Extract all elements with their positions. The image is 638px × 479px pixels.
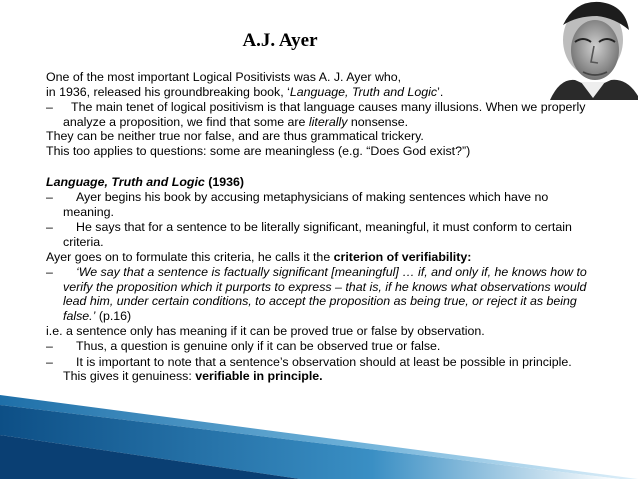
slide-title: A.J. Ayer bbox=[242, 30, 318, 51]
intro-line-2: in 1936, released his groundbreaking book, ‘Language, Truth and Logic’. bbox=[46, 84, 444, 99]
bullet-criteria: – He says that for a sentence to be literally significant, meaningful, it must conform to certain criteria. bbox=[46, 220, 572, 249]
paragraph-formulate: Ayer goes on to formulate this criteria, he calls it the criterion of verifiability: bbox=[46, 249, 472, 264]
bullet-in-principle: – It is important to note that a sentence’s observation should at least be possible in principle. This gives it genuiness: verifiable in principle. bbox=[46, 354, 572, 384]
ayer-quote: ‘We say that a sentence is factually significant [meaningful] … if, and only if, he knows how to verify the proposition which it purports to express – that is, if he knows what observations would lead him, under certain conditions, to accept the proposition as being true, or reject it as being false.’ bbox=[63, 265, 587, 323]
dash-marker: – bbox=[46, 339, 53, 354]
bullet-quote bbox=[46, 265, 591, 323]
paragraph-neither-true: They can be neither true nor false, and are thus grammatical trickery. bbox=[46, 129, 424, 144]
dash-marker: – bbox=[46, 190, 53, 205]
footer-decoration bbox=[0, 395, 638, 479]
intro-line-1: One of the most important Logical Positivists was A. J. Ayer who, bbox=[46, 70, 402, 84]
criterion-term: criterion of verifiability: bbox=[333, 249, 472, 264]
dash-marker: – bbox=[46, 100, 53, 115]
bullet-accusing: – Ayer begins his book by accusing metaphysicians of making sentences which have no meaning. bbox=[46, 190, 549, 219]
dash-marker: – bbox=[46, 265, 53, 280]
bullet-main-tenet: – The main tenet of logical positivism is that language causes many illusions. When we properly analyze a proposition, we find that some are literally nonsense. bbox=[46, 100, 586, 129]
dash-marker: – bbox=[46, 354, 53, 369]
heading-book: Language, Truth and Logic bbox=[46, 174, 205, 189]
section-heading bbox=[46, 175, 591, 190]
paragraph-ie: i.e. a sentence only has meaning if it can be proved true or false by observation. bbox=[46, 323, 485, 338]
emphasis-literally: literally bbox=[308, 114, 348, 129]
verifiable-term: verifiable in principle. bbox=[195, 369, 323, 384]
dash-marker: – bbox=[46, 220, 53, 235]
slide-body bbox=[46, 70, 591, 384]
heading-year: (1936) bbox=[204, 174, 245, 189]
book-title-inline: Language, Truth and Logic bbox=[289, 84, 438, 99]
quote-citation: (p.16) bbox=[95, 308, 132, 323]
bullet-genuine: – Thus, a question is genuine only if it can be observed true or false. bbox=[46, 339, 441, 354]
paragraph-questions: This too applies to questions: some are meaningless (e.g. “Does God exist?”) bbox=[46, 143, 471, 158]
